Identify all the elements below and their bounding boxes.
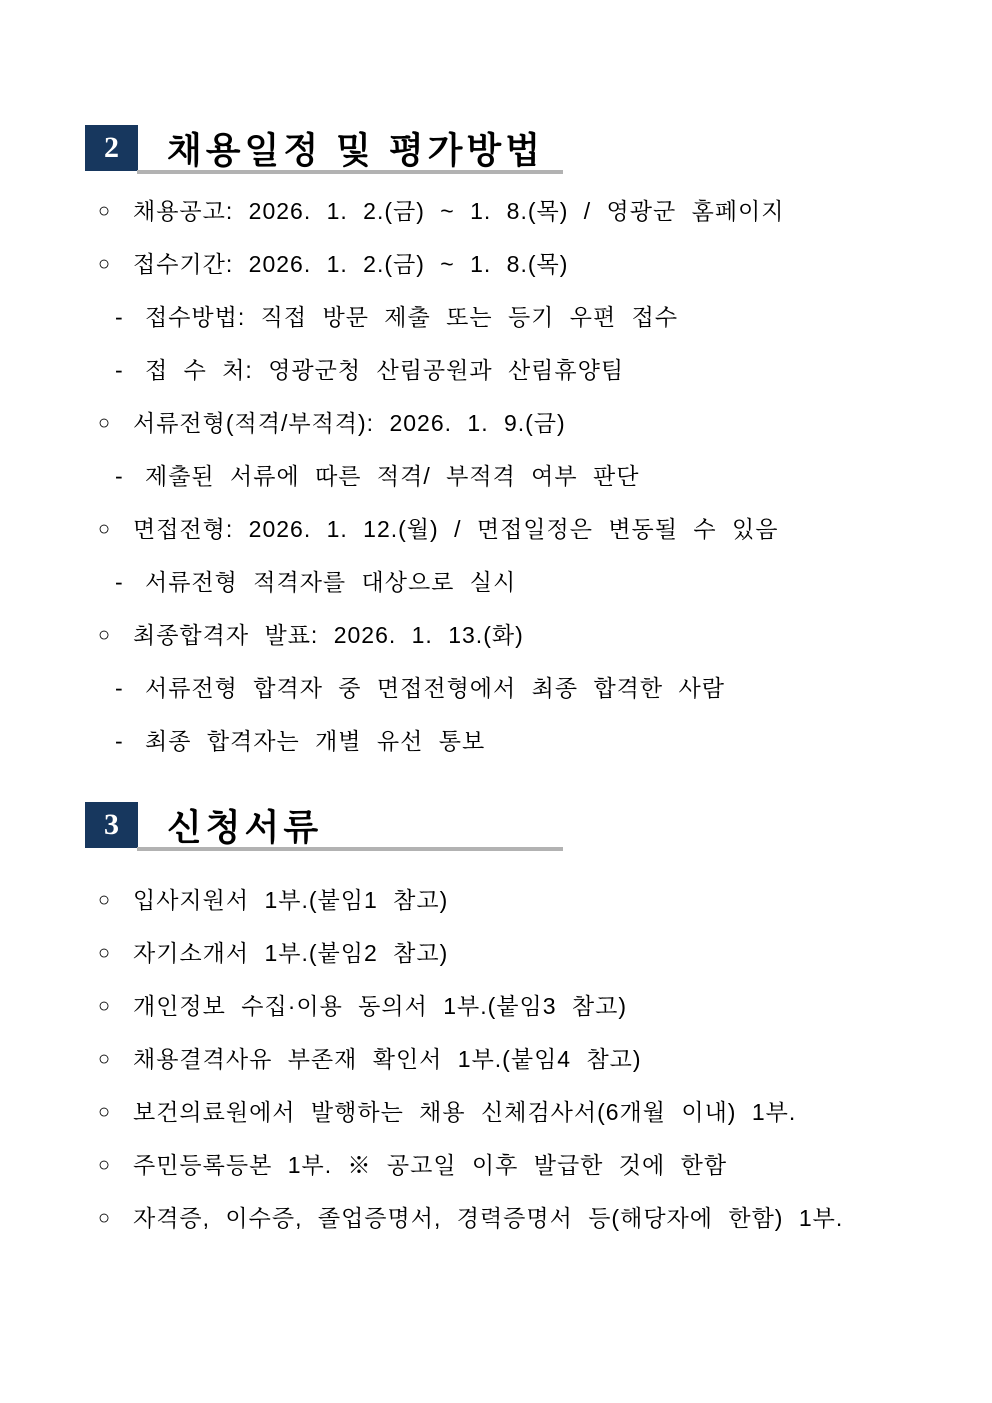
- list-item: [98, 196, 965, 227]
- title-underline-divider: [137, 170, 563, 174]
- circle-bullet-icon: ○: [98, 412, 112, 434]
- section-application-documents: [85, 802, 965, 1256]
- list-sub-item: [115, 302, 965, 333]
- list-item-text: 최종 합격자는 개별 유선 통보: [145, 728, 486, 754]
- list-item: [98, 1097, 965, 1128]
- dash-bullet-icon: -: [115, 357, 124, 383]
- dash-bullet-icon: -: [115, 463, 124, 489]
- documents-list: [85, 885, 965, 1234]
- circle-bullet-icon: ○: [98, 200, 112, 222]
- dash-bullet-icon: -: [115, 675, 124, 701]
- list-item-text: 입사지원서 1부.(붙임1 참고): [133, 887, 449, 913]
- list-sub-item: [115, 461, 965, 492]
- circle-bullet-icon: ○: [98, 1101, 112, 1123]
- list-sub-item: [115, 673, 965, 704]
- section-header: [85, 125, 965, 171]
- list-item: [98, 620, 965, 651]
- list-item-text: 접 수 처: 영광군청 산림공원과 산림휴양팀: [145, 357, 625, 383]
- section-header: [85, 802, 965, 848]
- list-item: [98, 1203, 965, 1234]
- list-item-text: 채용결격사유 부존재 확인서 1부.(붙임4 참고): [133, 1046, 642, 1072]
- circle-bullet-icon: ○: [98, 1207, 112, 1229]
- circle-bullet-icon: ○: [98, 624, 112, 646]
- list-item: [98, 991, 965, 1022]
- list-item-text: 접수방법: 직접 방문 제출 또는 등기 우편 접수: [145, 304, 679, 330]
- list-item-text: 접수기간: 2026. 1. 2.(금) ~ 1. 8.(목): [133, 251, 569, 277]
- section-number-badge: [85, 802, 138, 848]
- list-item-text: 서류전형 적격자를 대상으로 실시: [145, 569, 517, 595]
- section-number: 3: [104, 808, 119, 841]
- circle-bullet-icon: ○: [98, 253, 112, 275]
- dash-bullet-icon: -: [115, 728, 124, 754]
- schedule-list: [85, 196, 965, 757]
- dash-bullet-icon: -: [115, 569, 124, 595]
- circle-bullet-icon: ○: [98, 942, 112, 964]
- list-sub-item: [115, 567, 965, 598]
- section-recruitment-schedule: [85, 125, 965, 779]
- list-item: [98, 1044, 965, 1075]
- list-item-text: 채용공고: 2026. 1. 2.(금) ~ 1. 8.(목) / 영광군 홈페이지: [133, 198, 785, 224]
- section-title: 채용일정 및 평가방법: [167, 129, 544, 171]
- circle-bullet-icon: ○: [98, 889, 112, 911]
- dash-bullet-icon: -: [115, 304, 124, 330]
- list-item-text: 개인정보 수집·이용 동의서 1부.(붙임3 참고): [133, 993, 627, 1019]
- list-item: [98, 408, 965, 439]
- section-title: 신청서류: [167, 806, 323, 848]
- section-number: 2: [104, 131, 119, 164]
- circle-bullet-icon: ○: [98, 1154, 112, 1176]
- list-item-text: 최종합격자 발표: 2026. 1. 13.(화): [133, 622, 524, 648]
- circle-bullet-icon: ○: [98, 995, 112, 1017]
- list-item-text: 보건의료원에서 발행하는 채용 신체검사서(6개월 이내) 1부.: [133, 1099, 797, 1125]
- list-item-text: 자격증, 이수증, 졸업증명서, 경력증명서 등(해당자에 한함) 1부.: [133, 1205, 844, 1231]
- title-underline-divider: [137, 847, 563, 851]
- list-item: [98, 938, 965, 969]
- list-sub-item: [115, 726, 965, 757]
- list-item-text: 주민등록등본 1부. ※ 공고일 이후 발급한 것에 한함: [133, 1152, 728, 1178]
- section-number-badge: [85, 125, 138, 171]
- list-item-text: 자기소개서 1부.(붙임2 참고): [133, 940, 449, 966]
- circle-bullet-icon: ○: [98, 518, 112, 540]
- list-item-text: 서류전형 합격자 중 면접전형에서 최종 합격한 사람: [145, 675, 725, 701]
- list-sub-item: [115, 355, 965, 386]
- list-item: [98, 1150, 965, 1181]
- list-item-text: 면접전형: 2026. 1. 12.(월) / 면접일정은 변동될 수 있음: [133, 516, 779, 542]
- list-item: [98, 885, 965, 916]
- list-item: [98, 249, 965, 280]
- list-item: [98, 514, 965, 545]
- list-item-text: 제출된 서류에 따른 적격/ 부적격 여부 판단: [145, 463, 640, 489]
- circle-bullet-icon: ○: [98, 1048, 112, 1070]
- list-item-text: 서류전형(적격/부적격): 2026. 1. 9.(금): [133, 410, 566, 436]
